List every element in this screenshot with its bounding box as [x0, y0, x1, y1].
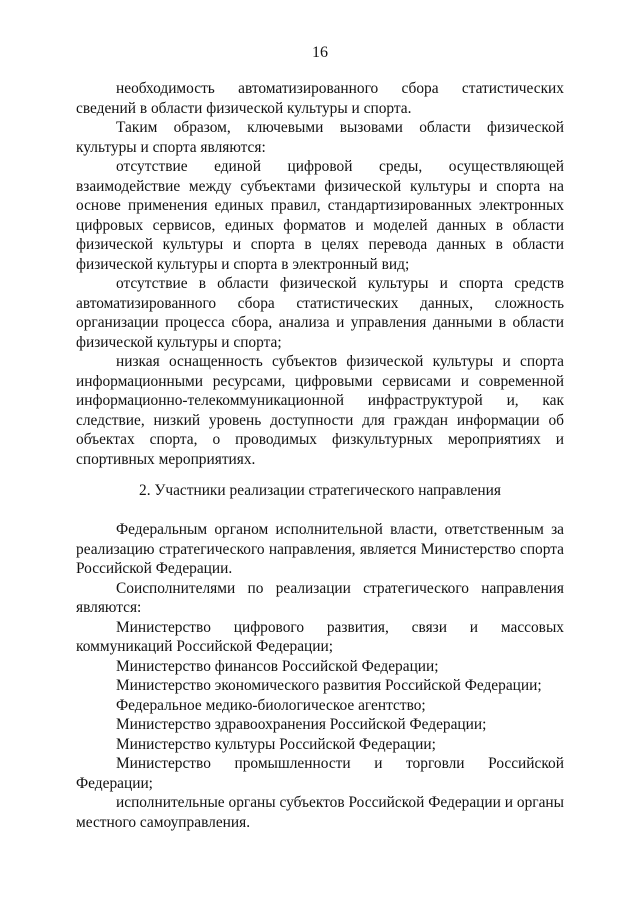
paragraph: Министерство здравоохранения Российской Федерации; [116, 716, 487, 733]
paragraph: отсутствие в области физической культуры и спорта средств автоматизированного сбора статистических данных, сложность организации процесса сбора, анализа и управления данными в области физической культуры и спорта; [76, 275, 564, 351]
participants-section [76, 520, 564, 832]
paragraph: Министерство экономического развития Российской Федерации; [116, 677, 542, 694]
paragraph: Министерство культуры Российской Федерации; [116, 735, 436, 753]
paragraph: Министерство цифрового развития, связи и массовых коммуникаций Российской Федерации; [76, 618, 564, 655]
paragraph: отсутствие единой цифровой среды, осуществляющей взаимодействие между субъектами физической культуры и спорта на основе применения единых правил, стандартизированных электронных цифровых сервисов, единых форматов и моделей данных в области физической культуры и спорта в целях перевода данных в области физической культуры и спорта в электронный вид; [76, 158, 564, 273]
paragraph: Министерство финансов Российской Федерации; [116, 657, 439, 675]
section-heading: 2. Участники реализации стратегического направления [139, 482, 501, 499]
paragraph: Федеральное медико-биологическое агентство; [116, 696, 426, 714]
paragraph: Таким образом, ключевыми вызовами области физической культуры и спорта являются: [76, 119, 564, 156]
paragraph: низкая оснащенность субъектов физической культуры и спорта информационными ресурсами, цифровыми сервисами и современной информационно-телекоммуникационной инфраструктурой и, как следствие, низкий уровень доступности для граждан информации об объектах спорта, о проводимых физкультурных мероприятиях и спортивных мероприятиях. [76, 353, 564, 468]
paragraph: Министерство промышленности и торговли Российской Федерации; [76, 755, 564, 792]
paragraph: исполнительные органы субъектов Российской Федерации и органы местного самоуправления. [76, 794, 564, 831]
paragraph: Соисполнителями по реализации стратегического направления являются: [76, 579, 564, 616]
paragraph: необходимость автоматизированного сбора статистических сведений в области физической культуры и спорта. [76, 80, 564, 117]
page-number: 16 [312, 44, 328, 61]
paragraph: Федеральным органом исполнительной власти, ответственным за реализацию стратегического направления, является Министерство спорта Российской Федерации. [76, 521, 564, 577]
challenges-section [76, 79, 564, 469]
